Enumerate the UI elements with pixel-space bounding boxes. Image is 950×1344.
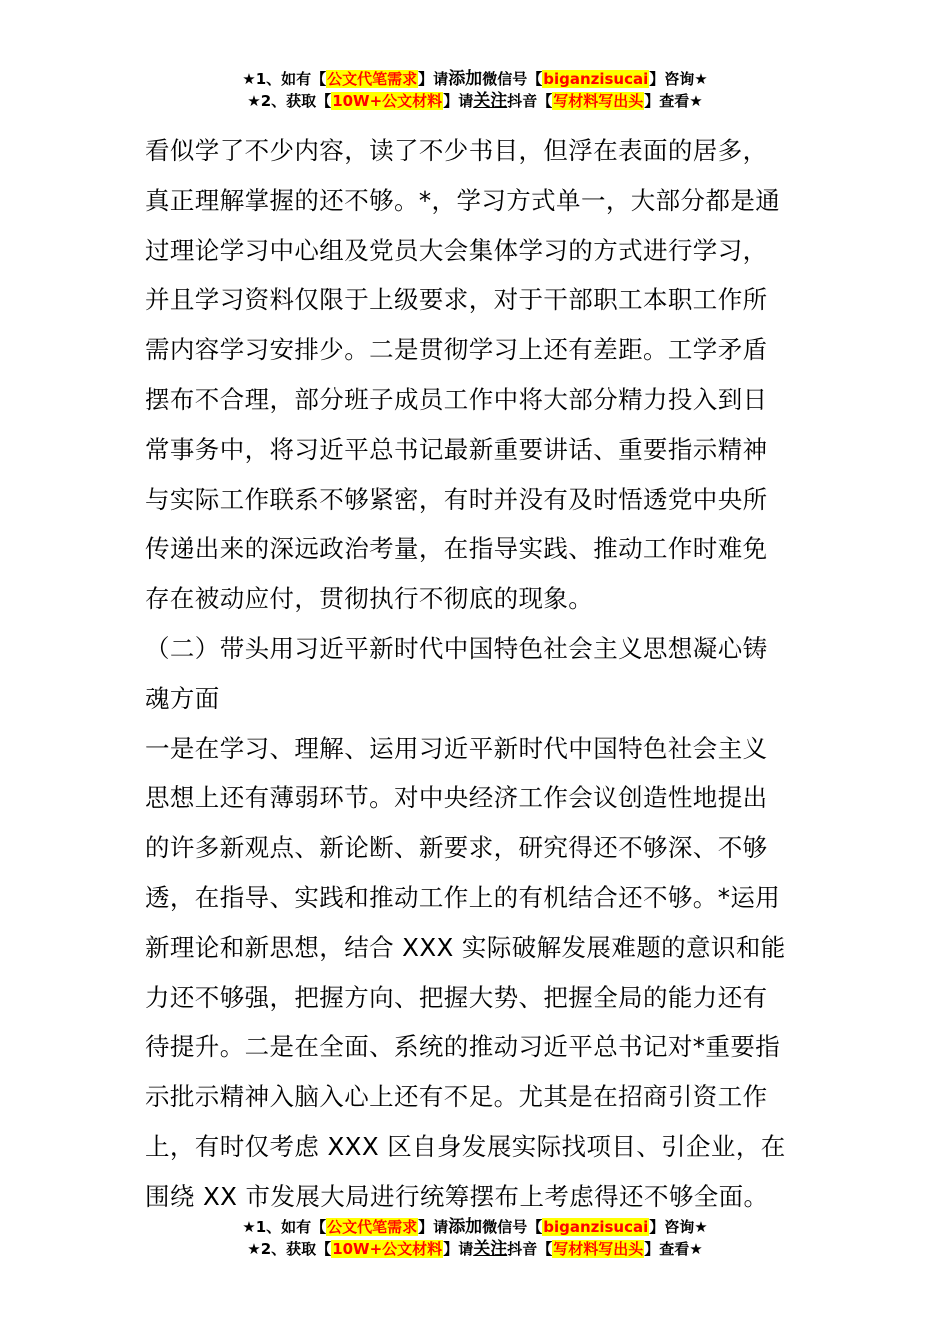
section-heading-line: （二）带头用习近平新时代中国特色社会主义思想凝心铸 <box>145 633 768 663</box>
promo-text: 】请 <box>418 70 449 88</box>
promo-text: 微信号【 <box>482 1218 543 1236</box>
text-line: 的许多新观点、新论断、新要求，研究得还不够深、不够 <box>145 833 768 863</box>
promo-highlight-service: 公文代笔需求 <box>327 1218 418 1236</box>
promo-emphasis: 关注 <box>473 1239 508 1259</box>
text-line: 示批示精神入脑入心上还有不足。尤其是在招商引资工作 <box>145 1082 768 1112</box>
promo-line-1 <box>0 68 950 90</box>
text-line: 力还不够强，把握方向、把握大势、把握全局的能力还有 <box>145 982 768 1012</box>
text-line: 存在被动应付，贯彻执行不彻底的现象。 <box>145 584 594 614</box>
promo-highlight-wechat-id: biganzisucai <box>543 1218 649 1236</box>
promo-text: 】请 <box>443 1240 474 1258</box>
promo-line-2 <box>0 1238 950 1260</box>
text-line: 需内容学习安排少。二是贯彻学习上还有差距。工学矛盾 <box>145 335 768 365</box>
promo-text: 】查看★ <box>644 92 703 110</box>
promo-emphasis: 添加 <box>448 1217 483 1237</box>
promo-text: 抖音【 <box>507 1240 553 1258</box>
promo-text: 】请 <box>418 1218 449 1236</box>
promo-text: 】咨询★ <box>649 70 708 88</box>
promo-highlight-materials: 10W+公文材料 <box>332 92 443 110</box>
text-line: 常事务中，将习近平总书记最新重要讲话、重要指示精神 <box>145 434 768 464</box>
promo-text: 】请 <box>443 92 474 110</box>
text-line: 围绕 XX 市发展大局进行统筹摆布上考虑得还不够全面。 <box>145 1181 769 1211</box>
promo-emphasis: 添加 <box>448 69 483 89</box>
promo-text: ★2、获取【 <box>247 92 332 110</box>
text-line: 摆布不合理，部分班子成员工作中将大部分精力投入到日 <box>145 384 768 414</box>
promo-text: ★2、获取【 <box>247 1240 332 1258</box>
promo-banner-bottom <box>0 1216 950 1260</box>
text-line: 透，在指导、实践和推动工作上的有机结合还不够。*运用 <box>145 882 781 912</box>
promo-text: ★1、如有【 <box>242 70 327 88</box>
text-line: 新理论和新思想，结合 XXX 实际破解发展难题的意识和能 <box>145 932 786 962</box>
text-line: 看似学了不少内容，读了不少书目，但浮在表面的居多， <box>145 136 768 165</box>
text-line: 过理论学习中心组及党员大会集体学习的方式进行学习， <box>145 235 768 265</box>
text-line: 待提升。二是在全面、系统的推动习近平总书记对*重要指 <box>145 1032 781 1062</box>
text-line: 一是在学习、理解、运用习近平新时代中国特色社会主义 <box>145 733 768 763</box>
section-heading-line: 魂方面 <box>145 683 220 713</box>
promo-banner-top <box>0 68 950 112</box>
promo-text: 】咨询★ <box>649 1218 708 1236</box>
promo-line-1 <box>0 1216 950 1238</box>
text-line: 真正理解掌握的还不够。*，学习方式单一，大部分都是通 <box>145 185 781 215</box>
text-line: 与实际工作联系不够紧密，有时并没有及时悟透党中央所 <box>145 484 768 514</box>
promo-highlight-douyin: 写材料写出头 <box>553 1240 644 1258</box>
promo-text: 微信号【 <box>482 70 543 88</box>
promo-highlight-service: 公文代笔需求 <box>327 70 418 88</box>
promo-emphasis: 关注 <box>473 91 508 111</box>
document-body <box>145 126 817 1222</box>
promo-highlight-materials: 10W+公文材料 <box>332 1240 443 1258</box>
text-line: 思想上还有薄弱环节。对中央经济工作会议创造性地提出 <box>145 783 768 813</box>
text-line: 上，有时仅考虑 XXX 区自身发展实际找项目、引企业，在 <box>145 1131 786 1161</box>
text-line: 并且学习资料仅限于上级要求，对于干部职工本职工作所 <box>145 285 768 315</box>
promo-highlight-wechat-id: biganzisucai <box>543 70 649 88</box>
promo-text: 抖音【 <box>507 92 553 110</box>
text-line: 传递出来的深远政治考量，在指导实践、推动工作时难免 <box>145 534 768 564</box>
promo-line-2 <box>0 90 950 112</box>
promo-text: ★1、如有【 <box>242 1218 327 1236</box>
promo-text: 】查看★ <box>644 1240 703 1258</box>
promo-highlight-douyin: 写材料写出头 <box>553 92 644 110</box>
